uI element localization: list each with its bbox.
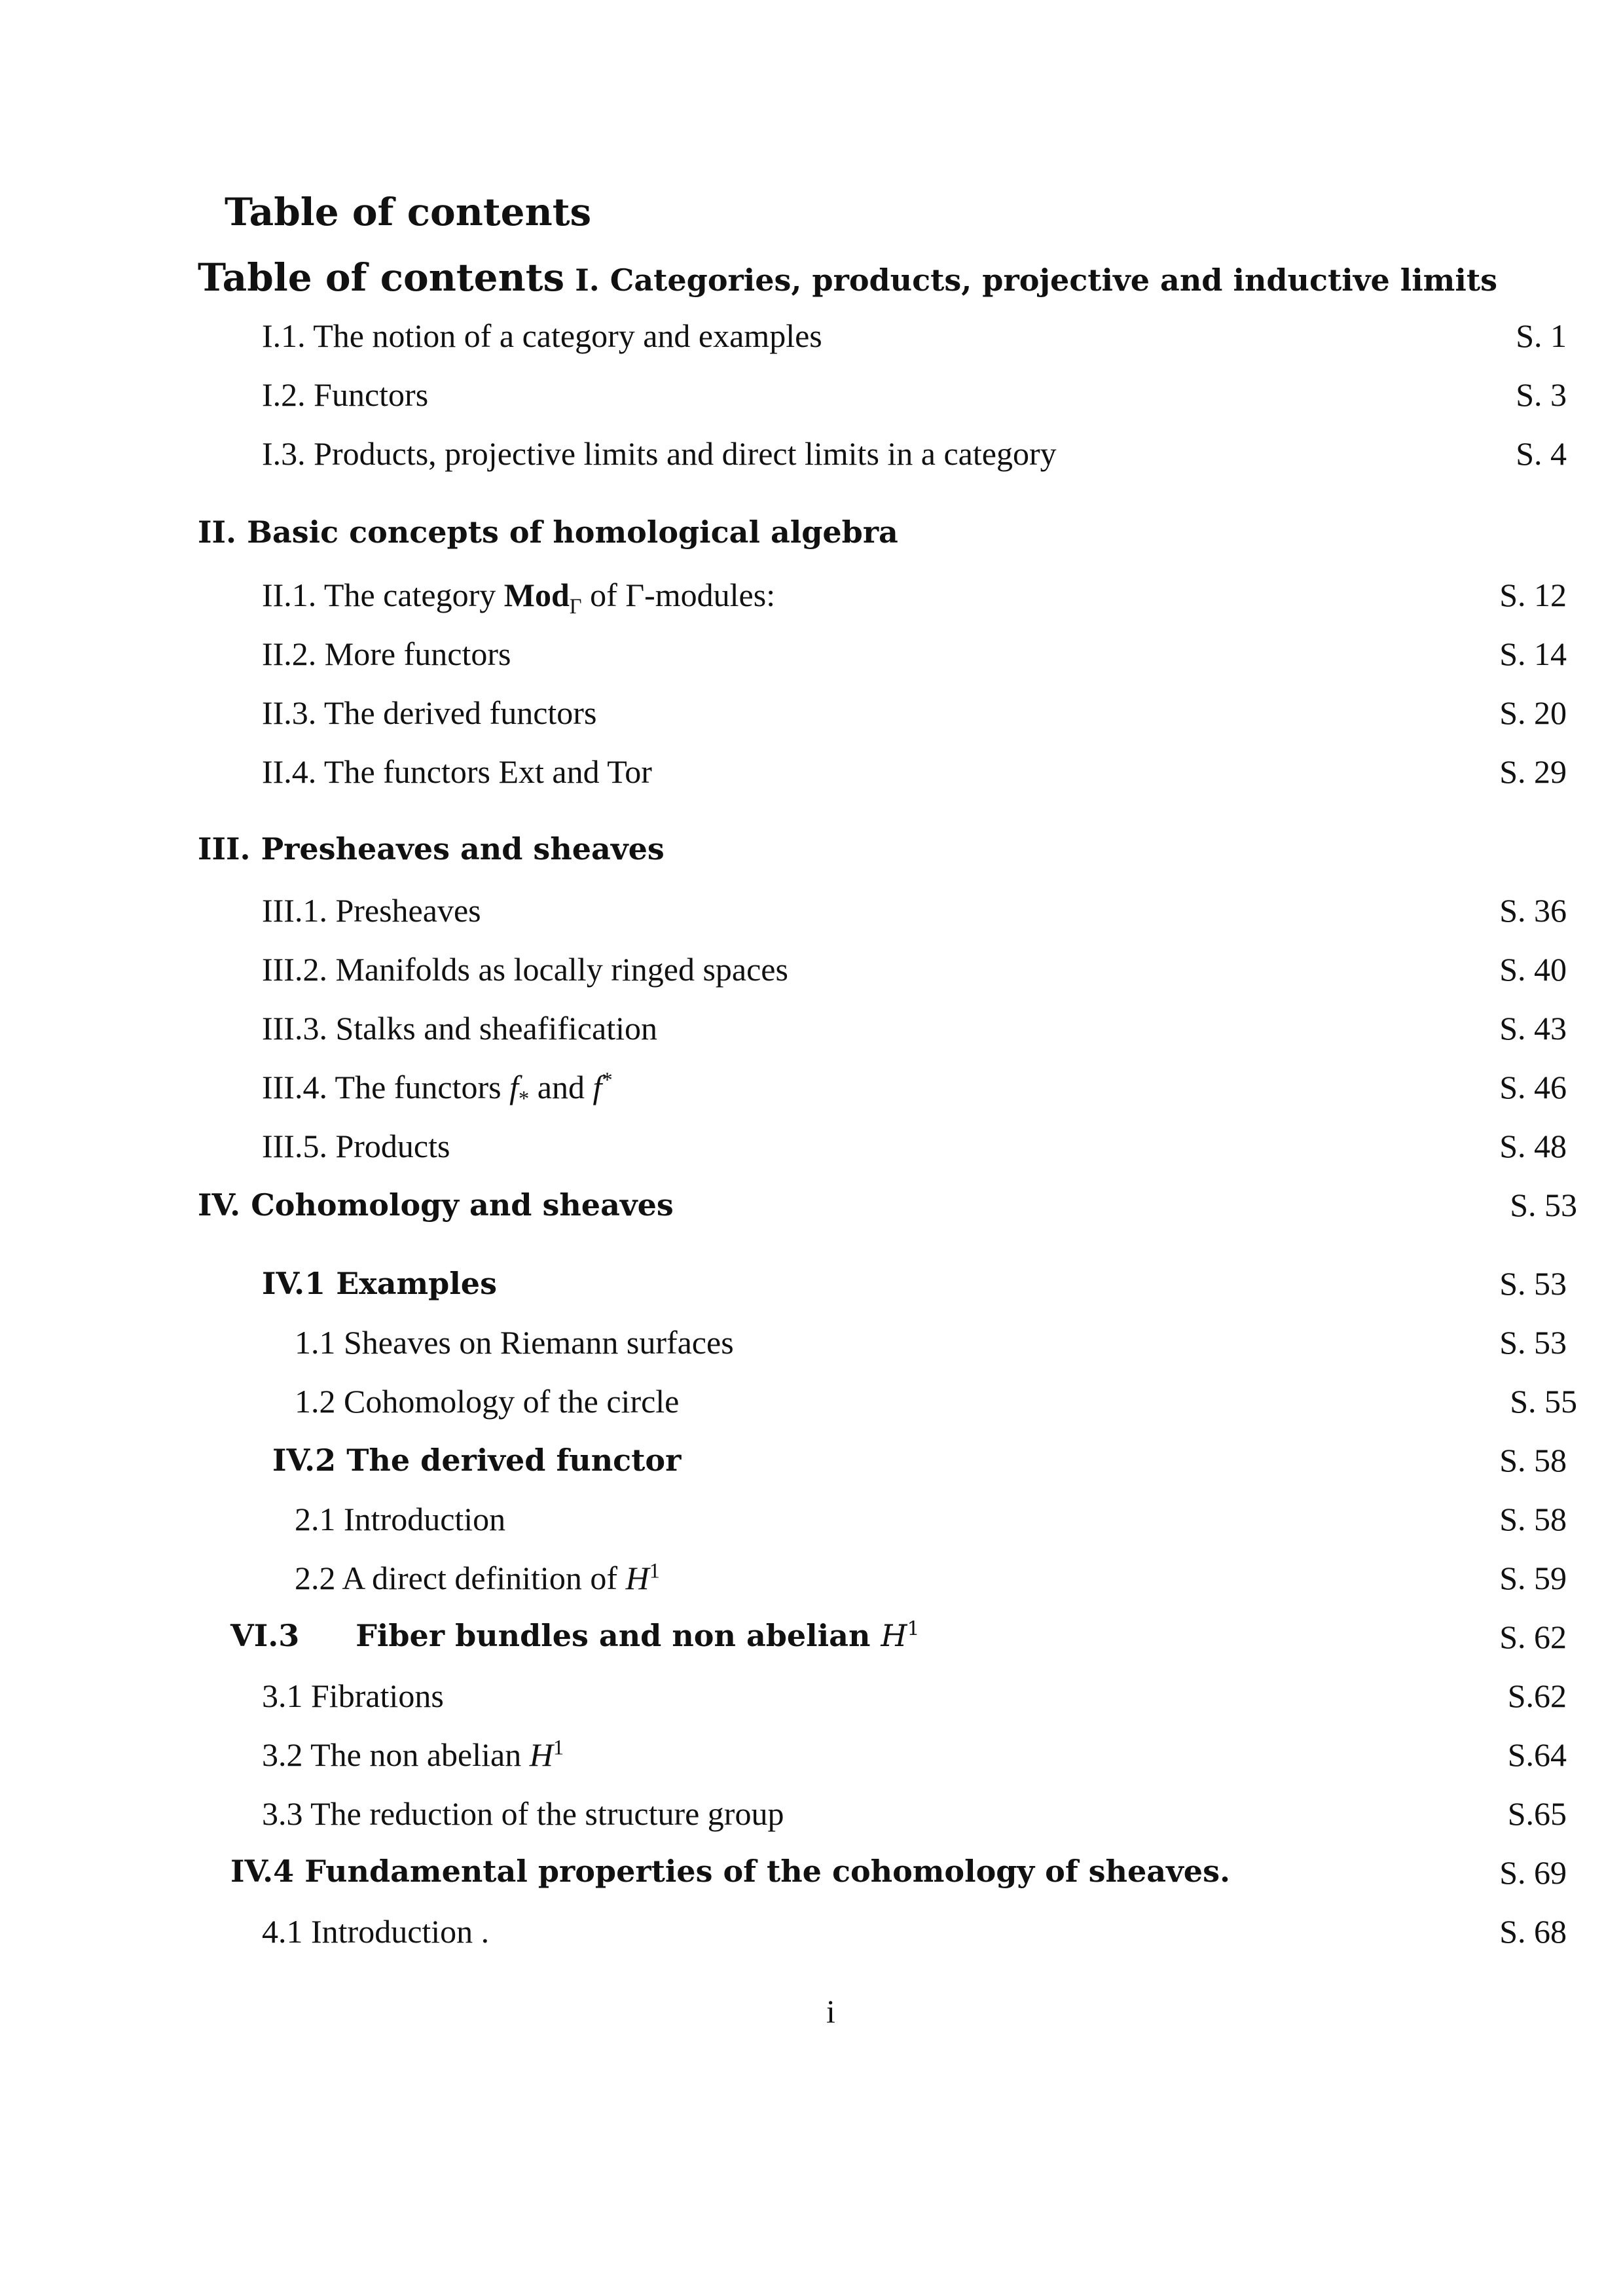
toc-item-2-1[interactable] [262,576,776,619]
toc-page-4-3-2: S.64 [1507,1736,1567,1773]
toc-page-4-1-2: S. 55 [1510,1383,1577,1420]
toc-item-3-1[interactable]: III.1. Presheaves [262,892,481,929]
toc-item-4-2-2-h: H [625,1560,649,1596]
toc-page-3-1: S. 36 [1499,892,1567,929]
chapter-1-title: I. Categories, products, projective and inductive limits [575,262,1497,298]
toc-item-3-4-f1: f [509,1069,519,1105]
toc-item-4-3-2-sup: 1 [553,1736,564,1760]
toc-item-4-1-1[interactable]: 1.1 Sheaves on Riemann surfaces [295,1324,734,1361]
chapter-3-heading: III. Presheaves and sheaves [198,831,665,867]
toc-page-3-2: S. 40 [1499,951,1567,988]
toc-page-1-1: S. 1 [1516,317,1567,354]
toc-item-1-3[interactable]: I.3. Products, projective limits and direct limits in a category [262,435,1057,472]
toc-page-4-3: S. 62 [1499,1619,1567,1655]
toc-item-4-3-2[interactable] [262,1736,564,1774]
toc-item-4-4-1[interactable]: 4.1 Introduction . [262,1913,490,1950]
toc-item-2-1-pre: II.1. The category [262,577,504,613]
toc-item-2-1-sub: Γ [569,595,582,619]
toc-item-4-3-3[interactable]: 3.3 The reduction of the structure group [262,1795,784,1832]
footer-page-number: i [826,1993,835,2030]
chapter-4-page: S. 53 [1510,1187,1577,1223]
toc-page-4-3-1: S.62 [1507,1677,1567,1714]
toc-item-4-2-1[interactable]: 2.1 Introduction [295,1501,506,1537]
toc-item-4-3-2-h: H [529,1736,553,1773]
toc-item-4-3-h: H [881,1618,907,1653]
toc-page-2-4: S. 29 [1499,753,1567,790]
toc-item-4-1[interactable]: IV.1 Examples [262,1266,497,1301]
toc-item-4-3-sup: 1 [907,1617,920,1641]
toc-item-3-4-mid: and [529,1069,593,1105]
toc-page-4-4: S. 69 [1499,1854,1567,1891]
toc-item-3-2[interactable]: III.2. Manifolds as locally ringed spaces [262,951,788,988]
toc-item-3-4-pre: III.4. The functors [262,1069,510,1105]
toc-page-4-3-3: S.65 [1507,1795,1567,1832]
toc-page-4-2: S. 58 [1499,1442,1567,1479]
toc-page-1-2: S. 3 [1516,376,1567,413]
toc-page-1-3: S. 4 [1516,435,1567,472]
toc-item-2-1-mod: Mod [503,577,570,613]
toc-page-2-2: S. 14 [1499,636,1567,672]
chapter-4-heading: IV. Cohomology and sheaves [198,1187,674,1223]
toc-page-2-3: S. 20 [1499,694,1567,731]
toc-page-2-1: S. 12 [1499,577,1567,613]
toc-item-3-4-f2: f [593,1069,602,1105]
toc-page-3-4: S. 46 [1499,1069,1567,1105]
toc-item-3-4[interactable] [262,1068,613,1111]
toc-item-3-4-f2-sup: * [602,1068,613,1092]
chapter-1-heading [198,255,1497,300]
toc-item-4-2-2-sup: 1 [649,1559,660,1583]
toc-item-4-3-num: VI.3 [230,1618,300,1653]
toc-item-2-3[interactable]: II.3. The derived functors [262,694,597,731]
toc-item-3-3[interactable]: III.3. Stalks and sheafification [262,1010,657,1047]
page-title: Table of contents [225,190,592,234]
toc-page-4-1: S. 53 [1499,1265,1567,1302]
toc-item-2-4[interactable]: II.4. The functors Ext and Tor [262,753,652,790]
toc-item-1-2[interactable]: I.2. Functors [262,376,429,413]
toc-item-4-1-2[interactable]: 1.2 Cohomology of the circle [295,1383,680,1420]
toc-item-3-5[interactable]: III.5. Products [262,1128,450,1164]
toc-page-3-3: S. 43 [1499,1010,1567,1047]
toc-item-4-3-pre: Fiber bundles and non abelian [356,1618,881,1653]
toc-page-4-2-1: S. 58 [1499,1501,1567,1537]
toc-page-3-5: S. 48 [1499,1128,1567,1164]
toc-item-2-2[interactable]: II.2. More functors [262,636,511,672]
toc-page-4-1-1: S. 53 [1499,1324,1567,1361]
toc-page-4-4-1: S. 68 [1499,1913,1567,1950]
toc-item-4-3[interactable] [230,1618,920,1653]
toc-item-2-1-post: of Γ-modules: [581,577,776,613]
toc-page-4-2-2: S. 59 [1499,1560,1567,1596]
chapter-2-heading: II. Basic concepts of homological algebra [198,514,898,550]
toc-item-4-4[interactable]: IV.4 Fundamental properties of the cohomology of sheaves. [230,1854,1230,1889]
toc-item-4-3-1[interactable]: 3.1 Fibrations [262,1677,444,1714]
toc-item-3-4-f1-sub: * [519,1087,530,1111]
toc-item-4-2-2[interactable] [295,1559,660,1597]
toc-item-1-1[interactable]: I.1. The notion of a category and examples [262,317,822,354]
toc-item-4-3-2-pre: 3.2 The non abelian [262,1736,530,1773]
chapter-1-prefix: Table of contents [198,255,565,300]
toc-item-4-2[interactable]: IV.2 The derived functor [272,1443,682,1478]
toc-item-4-2-2-pre: 2.2 A direct definition of [295,1560,626,1596]
